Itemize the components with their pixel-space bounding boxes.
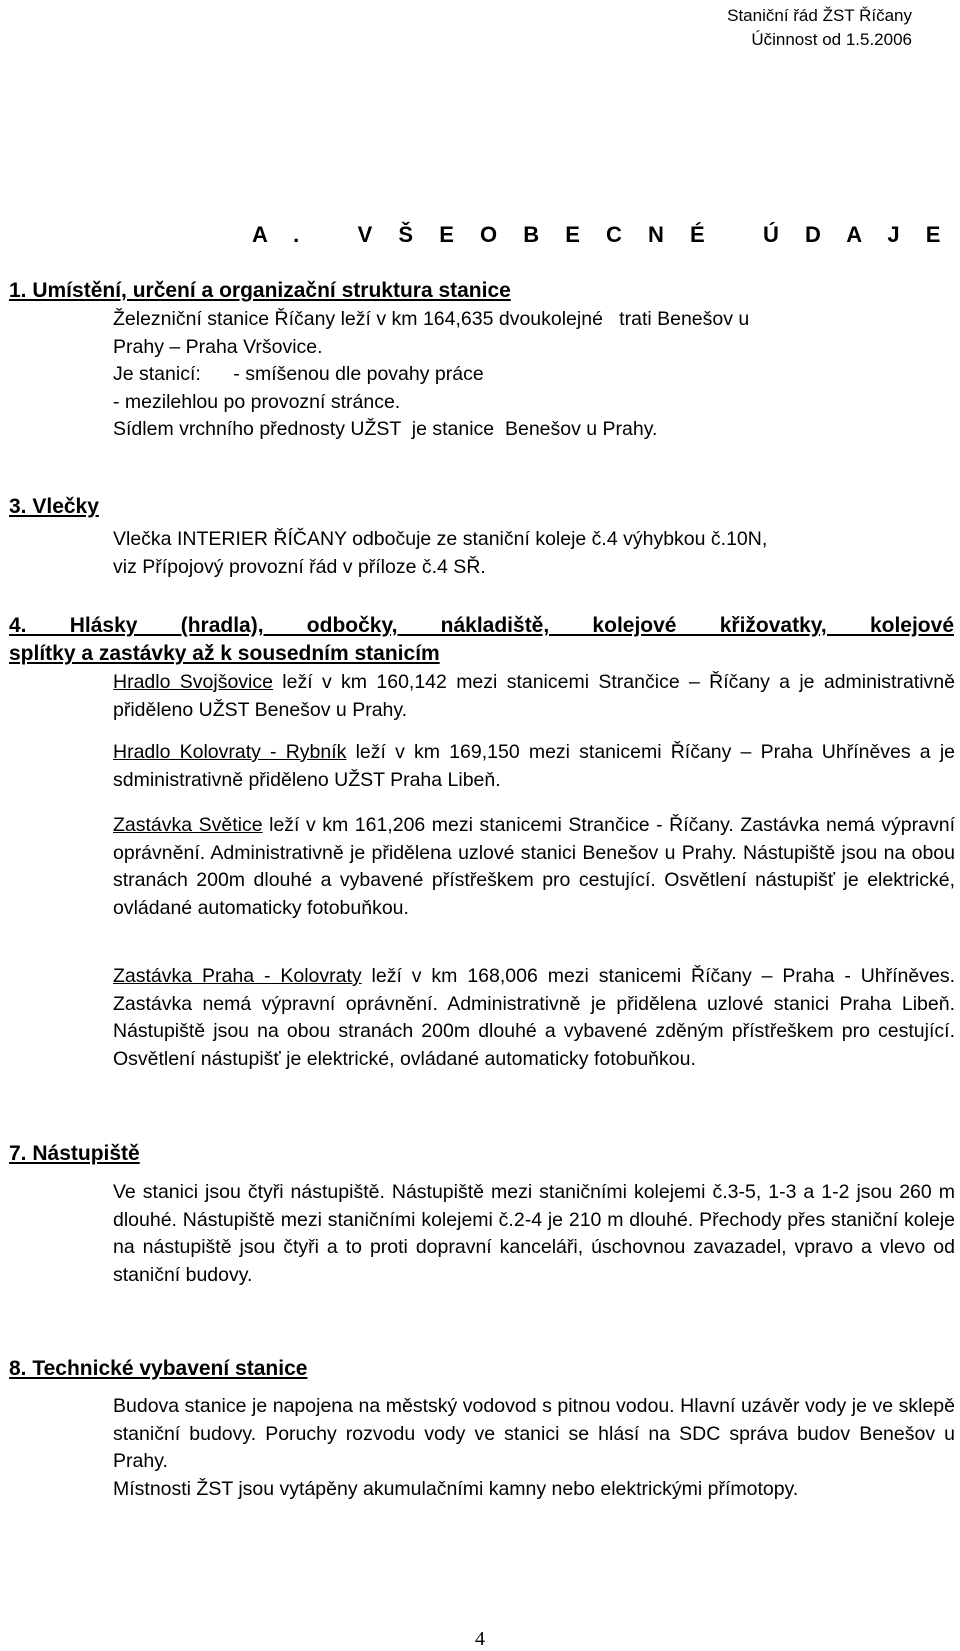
paragraph-hradlo-kolovraty-rybnik [113,739,955,794]
header-title: Staniční řád ŽST Říčany [727,6,912,25]
paragraph-zastavka-svetice [113,812,955,922]
header-effective-date: Účinnost od 1.5.2006 [751,30,912,49]
paragraph-zastavka-praha-kolovraty [113,963,955,1073]
place-name: Zastávka Světice [113,814,263,836]
place-description: leží v km 161,206 mezi stanicemi Strančice - Říčany. Zastávka nemá výpravní oprávnění. Administrativně je přidělena uzlové stanici Benešov u Prahy. Nástupiště jsou na obou stranách 200m dlouhé a vybavené přístřeškem pro cestující. Osvětlení nástupišť je elektrické, ovládané automaticky fotobuňkou. [113,814,955,919]
s3-line-1: Vlečka INTERIER ŘÍČANY odbočuje ze staniční koleje č.4 výhybkou č.10N, [113,528,768,550]
s8-paragraph-1: Budova stanice je napojena na městský vodovod s pitnou vodou. Hlavní uzávěr vody je ve sklepě staniční budovy. Poruchy rozvodu vody ve stanici se hlásí na SDC správa budov Benešov u Prahy. [113,1395,955,1473]
place-description: leží v km 169,150 mezi stanicemi Říčany – Praha Uhříněves a je sdministrativně přiděleno UŽST Praha Libeň. [113,741,955,791]
page-number: 4 [475,1628,485,1650]
heading-section-1: 1. Umístění, určení a organizační struktura stanice [9,279,511,302]
place-name: Hradlo Svojšovice [113,671,273,693]
paragraph-hradlo-svojsovice [113,669,955,724]
section-title: A . V Š E O B E C N É Ú D A J E [252,222,951,247]
heading-section-8: 8. Technické vybavení stanice [9,1357,308,1380]
s1-line-1: Železniční stanice Říčany leží v km 164,635 dvoukolejné trati Benešov u [113,308,750,330]
heading-section-4-line-2: splítky a zastávky až k sousedním stanicím [9,642,440,665]
s8-paragraph-2: Místnosti ŽST jsou vytápěny akumulačními kamny nebo elektrickými přímotopy. [113,1478,799,1500]
place-description: leží v km 160,142 mezi stanicemi Strančice – Říčany a je administrativně přiděleno UŽST Benešov u Prahy. [113,671,955,721]
heading-section-3: 3. Vlečky [9,495,99,518]
s3-line-2: viz Přípojový provozní řád v příloze č.4 SŘ. [113,556,486,578]
s1-line-4: - mezilehlou po provozní stránce. [113,391,401,413]
s7-paragraph: Ve stanici jsou čtyři nástupiště. Nástupiště mezi staničními kolejemi č.3-5, 1-3 a 1-2 jsou 260 m dlouhé. Nástupiště mezi staničními kolejemi č.2-4 je 210 m dlouhé. Přechody přes staniční koleje na nástupiště jsou čtyři a to proti dopravní kanceláři, úschovnou zavazadel, vpravo a vlevo od staniční budovy. [113,1181,955,1286]
place-name: Hradlo Kolovraty - Rybník [113,741,347,763]
place-description: leží v km 168,006 mezi stanicemi Říčany – Praha - Uhříněves. Zastávka nemá výpravní oprávnění. Administrativně je přidělena uzlové stanici Praha Libeň. Nástupiště jsou na obou stranách 200m dlouhé a vybavené zděným přístřeškem pro cestující. Osvětlení nástupišť je elektrické, ovládané automaticky fotobuňkou. [113,965,956,1070]
place-name: Zastávka Praha - Kolovraty [113,965,362,987]
s1-line-3: Je stanicí: - smíšenou dle povahy práce [113,363,484,385]
s1-line-2: Prahy – Praha Vršovice. [113,336,323,358]
heading-section-4-line-1: 4. Hlásky (hradla), odbočky, nákladiště, kolejové křižovatky, kolejové [9,614,954,637]
s1-line-5: Sídlem vrchního přednosty UŽST je stanice Benešov u Prahy. [113,418,658,440]
heading-section-7: 7. Nástupiště [9,1142,140,1165]
